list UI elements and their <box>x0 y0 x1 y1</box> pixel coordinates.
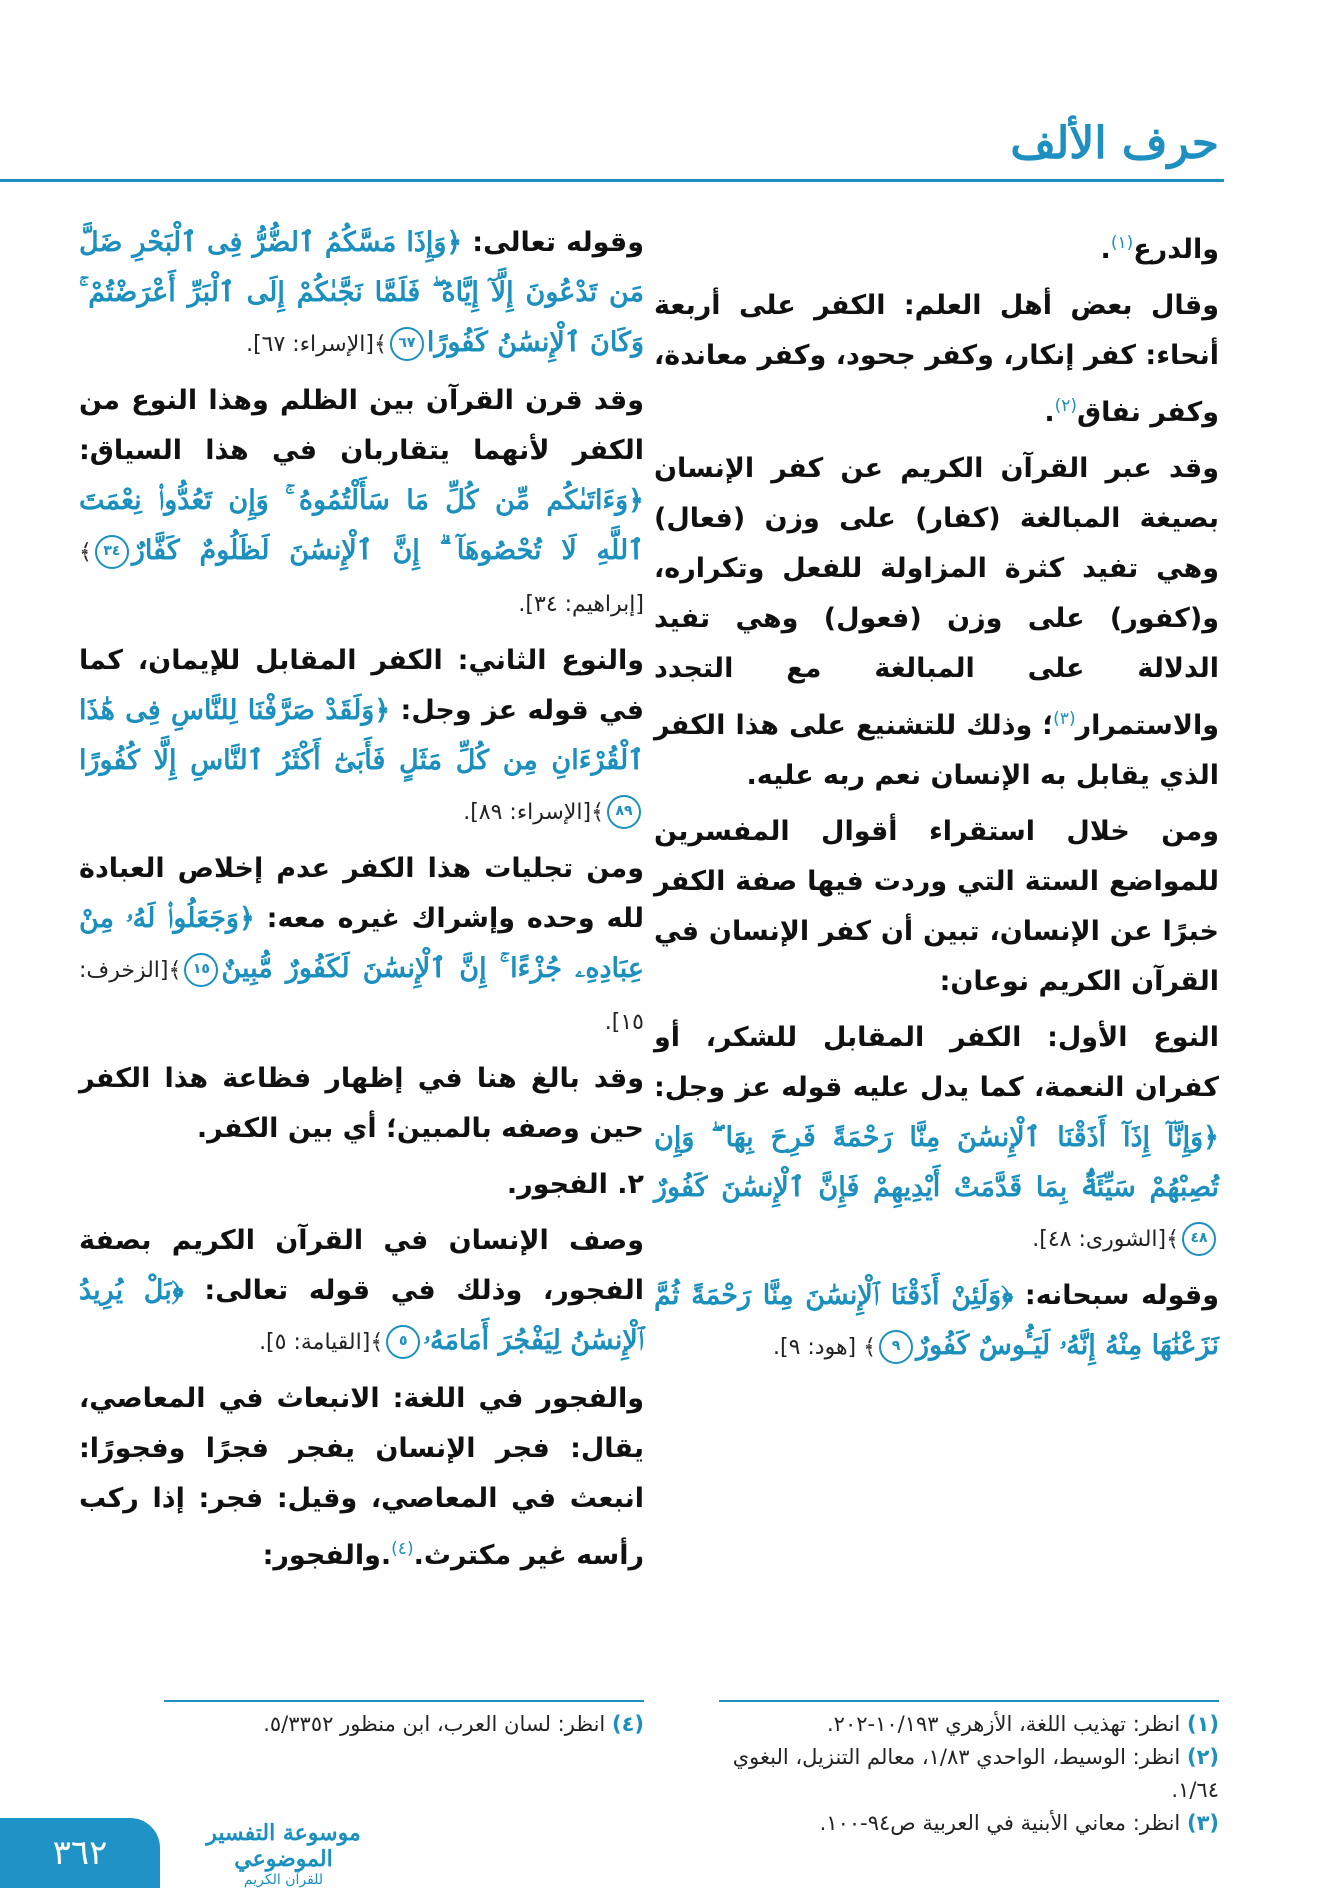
verse-reference: ﴾[القيامة: ٥]. <box>259 1330 384 1355</box>
quran-verse: ﴿وَلَئِنْ أَذَقْنَا ٱلْإِنسَٰنَ مِنَّا رَحْمَةً ثُمَّ نَزَعْنَٰهَا مِنْهُ إِنَّهُۥ لَيَـُٔوسٌ كَفُورٌ <box>654 1280 1219 1361</box>
footnotes-left <box>164 1708 644 1741</box>
paragraph: والنوع الثاني: الكفر المقابل للإيمان، كما في قوله عز وجل: ﴿وَلَقَدْ صَرَّفْنَا لِلنَّاسِ فِى هَٰذَا ٱلْقُرْءَانِ مِن كُلِّ مَثَلٍ فَأَبَىٰٓ أَكْثَرُ ٱلنَّاسِ إِلَّا كُفُورًا٨٩﴾[الإسراء: ٨٩]. <box>79 636 644 844</box>
quran-verse: ﴿وَإِذَا مَسَّكُمُ ٱلضُّرُّ فِى ٱلْبَحْرِ ضَلَّ مَن تَدْعُونَ إِلَّآ إِيَّاهُ ۖ فَلَمَّا نَجَّىٰكُمْ إِلَى ٱلْبَرِّ أَعْرَضْتُمْ ۚ وَكَانَ ٱلْإِنسَٰنُ كَفُورًا <box>79 227 644 358</box>
paragraph: وقد بالغ هنا في إظهار فظاعة هذا الكفر حين وصفه بالمبين؛ أي بين الكفر. <box>79 1063 644 1144</box>
quran-verse: ﴿بَلْ يُرِيدُ ٱلْإِنسَٰنُ لِيَفْجُرَ أَمَامَهُۥ <box>79 1275 644 1356</box>
verse-number-badge: ٥ <box>386 1325 420 1359</box>
paragraph: وقد عبر القرآن الكريم عن كفر الإنسان بصيغة المبالغة (كفار) على وزن (فعال) وهي تفيد كثرة المزاولة للفعل وتكراره، و(كفور) على وزن (فعول) وهي تفيد الدلالة على المبالغة مع التجدد والاستمرار$^{(٣)}$؛ وذلك للتشنيع على هذا الكفر الذي يقابل به الإنسان نعم ربه عليه. <box>654 453 1219 791</box>
paragraph: النوع الأول: الكفر المقابل للشكر، أو كفران النعمة، كما يدل عليه قوله عز وجل: ﴿وَإِنَّآ إِذَآ أَذَقْنَا ٱلْإِنسَٰنَ مِنَّا رَحْمَةً فَرِحَ بِهَا ۖ وَإِن تُصِبْهُمْ سَيِّئَةٌۢ بِمَا قَدَّمَتْ أَيْدِيهِمْ فَإِنَّ ٱلْإِنسَٰنَ كَفُورٌ٤٨﴾[الشورى: ٤٨]. <box>654 1013 1219 1271</box>
paragraph: وقوله تعالى: ﴿وَإِذَا مَسَّكُمُ ٱلضُّرُّ فِى ٱلْبَحْرِ ضَلَّ مَن تَدْعُونَ إِلَّآ إِيَّاهُ ۖ فَلَمَّا نَجَّىٰكُمْ إِلَى ٱلْبَرِّ أَعْرَضْتُمْ ۚ وَكَانَ ٱلْإِنسَٰنُ كَفُورًا٦٧﴾[الإسراء: ٦٧]. <box>79 218 644 376</box>
paragraph: وقد قرن القرآن بين الظلم وهذا النوع من الكفر لأنهما يتقاربان في هذا السياق: ﴿وَءَاتَىٰكُم مِّن كُلِّ مَا سَأَلْتُمُوهُ ۚ وَإِن تَعُدُّوا۟ نِعْمَتَ ٱللَّهِ لَا تُحْصُوهَآ ۗ إِنَّ ٱلْإِنسَٰنَ لَظَلُومٌ كَفَّارٌ٣٤﴾[إبراهيم: ٣٤]. <box>79 385 644 617</box>
paragraph: وقال بعض أهل العلم: الكفر على أربعة أنحاء: كفر إنكار، وكفر جحود، وكفر معاندة، وكفر نفاق$^{(٢)}$. <box>654 290 1219 428</box>
verse-reference: ﴾ [هود: ٩]. <box>772 1335 877 1360</box>
paragraph: ومن خلال استقراء أقوال المفسرين للمواضع الستة التي وردت فيها صفة الكفر خبرًا عن الإنسان، تبين أن كفر الإنسان في القرآن الكريم نوعان: <box>654 816 1219 997</box>
quran-verse: ﴿وَءَاتَىٰكُم مِّن كُلِّ مَا سَأَلْتُمُوهُ ۚ وَإِن تَعُدُّوا۟ نِعْمَتَ ٱللَّهِ لَا تُحْصُوهَآ ۗ إِنَّ ٱلْإِنسَٰنَ لَظَلُومٌ كَفَّارٌ <box>79 485 644 566</box>
right-column <box>654 218 1219 1379</box>
verse-reference: ﴾[الإسراء: ٨٩]. <box>463 800 604 825</box>
header-divider <box>0 179 1224 182</box>
footnote-marker[interactable]: (٤) <box>391 1539 414 1559</box>
page-number: ٣٦٢ <box>0 1818 160 1888</box>
quran-verse: ﴿وَإِنَّآ إِذَآ أَذَقْنَا ٱلْإِنسَٰنَ مِنَّا رَحْمَةً فَرِحَ بِهَا ۖ وَإِن تُصِبْهُمْ سَيِّئَةٌۢ بِمَا قَدَّمَتْ أَيْدِيهِمْ فَإِنَّ ٱلْإِنسَٰنَ كَفُورٌ <box>654 1122 1219 1203</box>
section-heading: ٢. الفجور. <box>506 1169 644 1200</box>
footnote: (٣) انظر: معاني الأبنية في العربية ص٩٤-١٠٠. <box>819 1811 1219 1835</box>
footnote-marker[interactable]: (١) <box>1110 233 1134 253</box>
verse-number-badge: ٦٧ <box>390 327 424 361</box>
footnote-divider <box>719 1700 1219 1702</box>
footnote: (٤) انظر: لسان العرب، ابن منظور ٥/٣٣٥٢. <box>263 1712 644 1736</box>
verse-reference: ﴾[الشورى: ٤٨]. <box>1032 1227 1179 1252</box>
footnote: (١) انظر: تهذيب اللغة، الأزهري ١٠/١٩٣-٢٠٢. <box>826 1712 1219 1736</box>
verse-reference: ﴾[الإسراء: ٦٧]. <box>246 332 387 357</box>
verse-reference: ﴾[الزخرف: ١٥]. <box>79 958 644 1035</box>
chapter-title: حرف الألف <box>1010 118 1219 169</box>
footnotes-right <box>719 1708 1219 1840</box>
footnote: (٢) انظر: الوسيط، الواحدي ١/٨٣، معالم التنزيل، البغوي ١/٦٤. <box>732 1745 1219 1802</box>
verse-reference: ﴾[إبراهيم: ٣٤]. <box>79 540 644 617</box>
verse-number-badge: ٤٨ <box>1182 1222 1216 1256</box>
verse-number-badge: ٩ <box>879 1330 913 1364</box>
encyclopedia-logo: موسوعة التفسير الموضوعي للقرآن الكريم <box>206 1820 361 1888</box>
paragraph: ومن تجليات هذا الكفر عدم إخلاص العبادة لله وحده وإشراك غيره معه: ﴿وَجَعَلُوا۟ لَهُۥ مِنْ عِبَادِهِۦ جُزْءًا ۚ إِنَّ ٱلْإِنسَٰنَ لَكَفُورٌ مُّبِينٌ١٥﴾[الزخرف: ١٥]. <box>79 853 645 1035</box>
verse-number-badge: ٣٤ <box>95 535 129 569</box>
left-column <box>79 218 644 1587</box>
paragraph: وصف الإنسان في القرآن الكريم بصفة الفجور، وذلك في قوله تعالى: ﴿بَلْ يُرِيدُ ٱلْإِنسَٰنُ لِيَفْجُرَ أَمَامَهُۥ٥﴾[القيامة: ٥]. <box>79 1216 644 1374</box>
paragraph: والدرع$^{(١)}$. <box>1100 233 1219 265</box>
paragraph: وقوله سبحانه: ﴿وَلَئِنْ أَذَقْنَا ٱلْإِنسَٰنَ مِنَّا رَحْمَةً ثُمَّ نَزَعْنَٰهَا مِنْهُ إِنَّهُۥ لَيَـُٔوسٌ كَفُورٌ٩﴾ [هود: ٩]. <box>654 1271 1219 1379</box>
verse-number-badge: ٨٩ <box>607 795 641 829</box>
quran-verse: ﴿وَجَعَلُوا۟ لَهُۥ مِنْ عِبَادِهِۦ جُزْءًا ۚ إِنَّ ٱلْإِنسَٰنَ لَكَفُورٌ مُّبِينٌ <box>79 903 644 984</box>
footnote-marker[interactable]: (٣) <box>1053 709 1076 729</box>
footnote-marker[interactable]: (٢) <box>1054 396 1078 416</box>
paragraph: والفجور في اللغة: الانبعاث في المعاصي، يقال: فجر الإنسان يفجر فجرًا وفجورًا: انبعث في المعاصي، وقيل: فجر: إذا ركب رأسه غير مكترث.$^{(٤)}$.والفجور: <box>79 1383 644 1571</box>
footnote-divider <box>164 1700 644 1702</box>
quran-verse: ﴿وَلَقَدْ صَرَّفْنَا لِلنَّاسِ فِى هَٰذَا ٱلْقُرْءَانِ مِن كُلِّ مَثَلٍ فَأَبَىٰٓ أَكْثَرُ ٱلنَّاسِ إِلَّا كُفُورًا <box>79 695 644 776</box>
verse-number-badge: ١٥ <box>184 953 218 987</box>
